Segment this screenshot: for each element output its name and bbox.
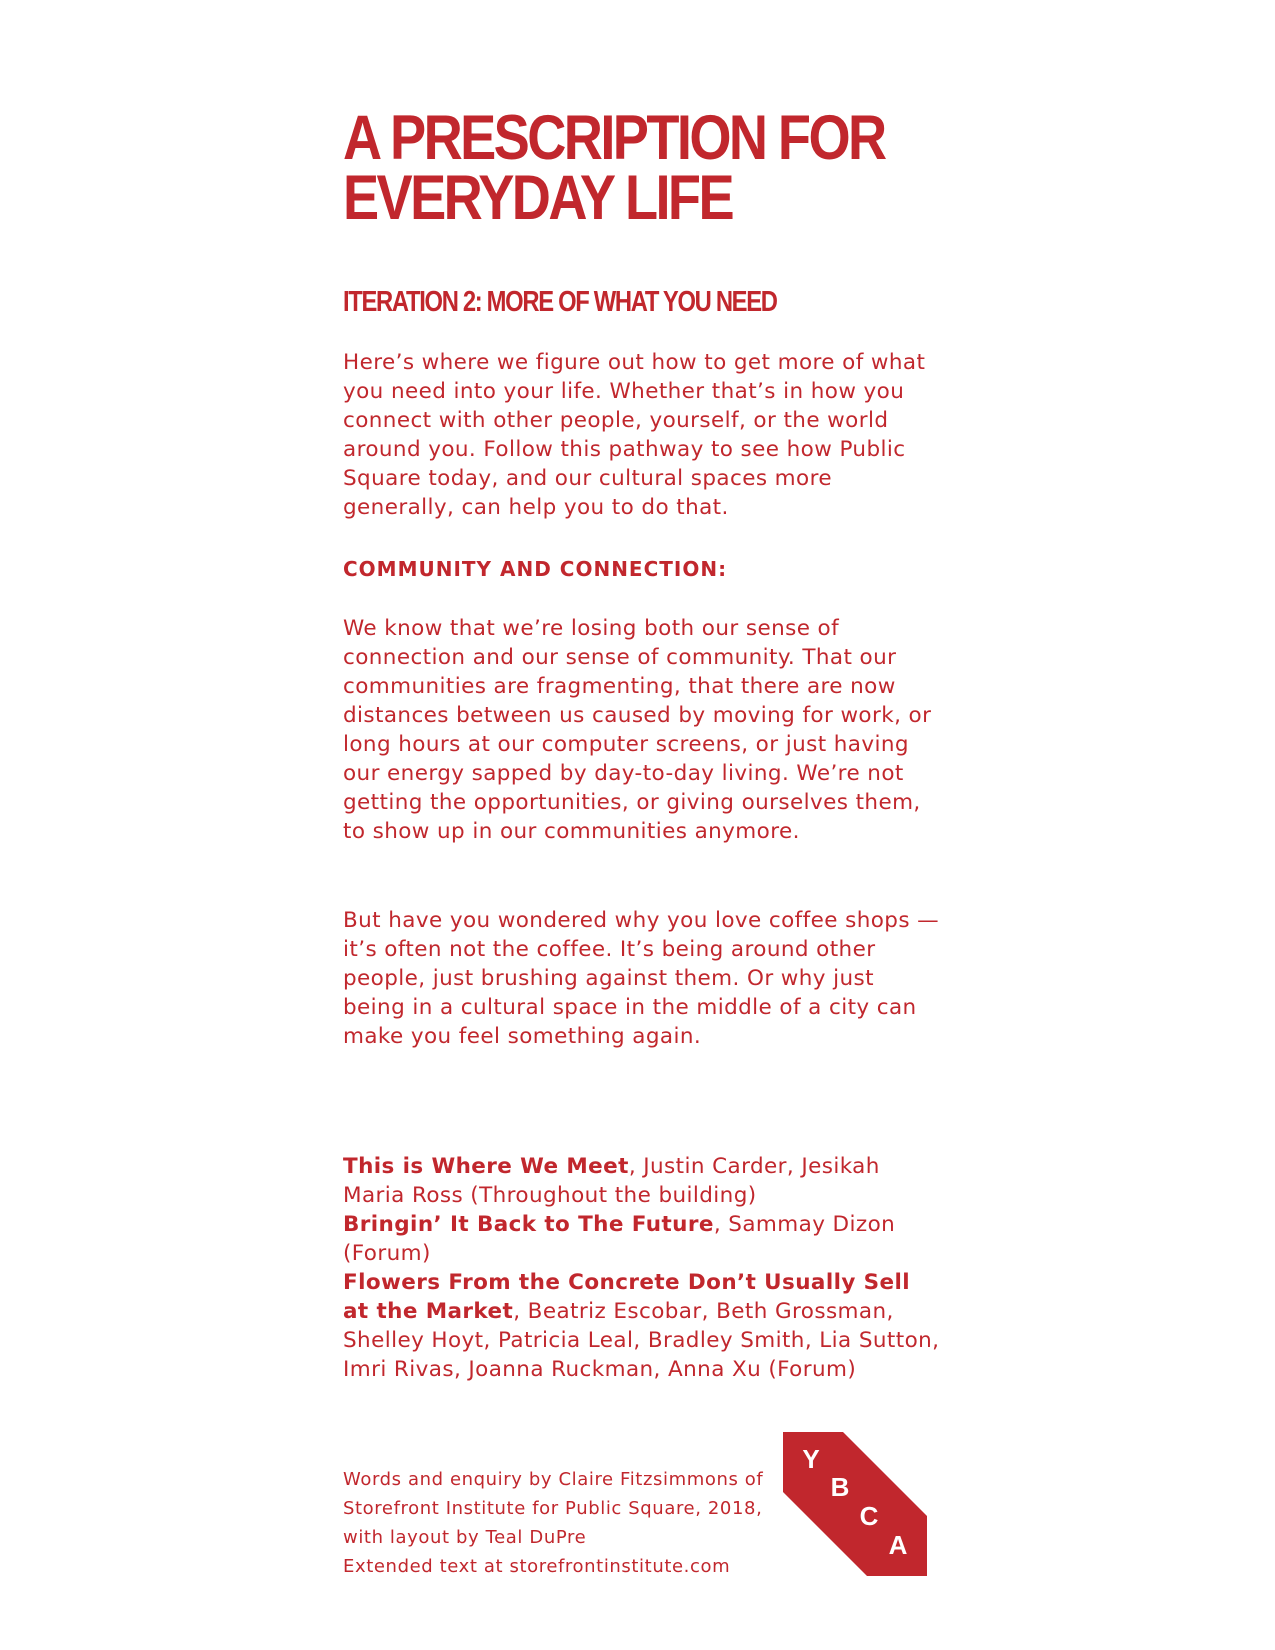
credits-line: with layout by Teal DuPre xyxy=(343,1527,587,1548)
credits-line: Extended text at storefrontinstitute.com xyxy=(343,1556,731,1577)
body-paragraph: But have you wondered why you love coffee shops — it’s often not the coffee. It’s being around other people, just brushing against them. Or why just being in a cultural space in the middle of a city can make you feel something again. xyxy=(343,908,940,1049)
page-title xyxy=(343,103,945,233)
credits-line: Words and enquiry by Claire Fitzsimmons of xyxy=(343,1469,764,1490)
work-title: Bringin’ It Back to The Future xyxy=(343,1212,714,1237)
title-line: EVERYDAY LIFE xyxy=(343,163,733,233)
works-list xyxy=(343,1152,943,1384)
body-paragraph: We know that we’re losing both our sense of connection and our sense of community. That our communities are fragmenting, that there are now distances between us caused by moving for work, or long hours at our computer screens, or just having our energy sapped by day-to-day living. We’re not getting the opportunities, or giving ourselves them, to show up in our communities anymore. xyxy=(343,616,932,844)
logo-letter: Y xyxy=(802,1444,820,1474)
iteration-heading: ITERATION 2: MORE OF WHAT YOU NEED xyxy=(343,286,777,318)
logo-letter: C xyxy=(859,1501,879,1531)
work-details: , Beatriz Escobar, Beth Grossman, Shelley Hoyt, Patricia Leal, Bradley Smith, Lia Sutton, Imri Rivas, Joanna Ruckman, Anna Xu (Forum) xyxy=(343,1299,940,1382)
ybca-logo xyxy=(783,1432,927,1576)
credits-line: Storefront Institute for Public Square, 2018, xyxy=(343,1498,763,1519)
work-details: , Sammay Dizon (Forum) xyxy=(343,1212,896,1266)
logo-letter: B xyxy=(830,1472,850,1502)
work-title: This is Where We Meet xyxy=(343,1154,629,1179)
work-details: , Justin Carder, Jesikah Maria Ross (Throughout the building) xyxy=(343,1154,880,1208)
intro-paragraph: Here’s where we figure out how to get more of what you need into your life. Whether that’s in how you connect with other people, yourself, or the world around you. Follow this pathway to see how Public Square today, and our cultural spaces more generally, can help you to do that. xyxy=(343,350,926,520)
logo-letter: A xyxy=(888,1530,908,1560)
title-line: A PRESCRIPTION FOR xyxy=(343,103,885,173)
section-heading: COMMUNITY AND CONNECTION: xyxy=(343,557,728,581)
document-page xyxy=(343,103,943,1382)
work-title: Flowers From the Concrete Don’t Usually Sell at the Market xyxy=(343,1270,911,1324)
credits-block xyxy=(343,1465,783,1581)
work-entry xyxy=(343,1268,943,1384)
work-entry xyxy=(343,1152,943,1210)
work-entry xyxy=(343,1210,943,1268)
